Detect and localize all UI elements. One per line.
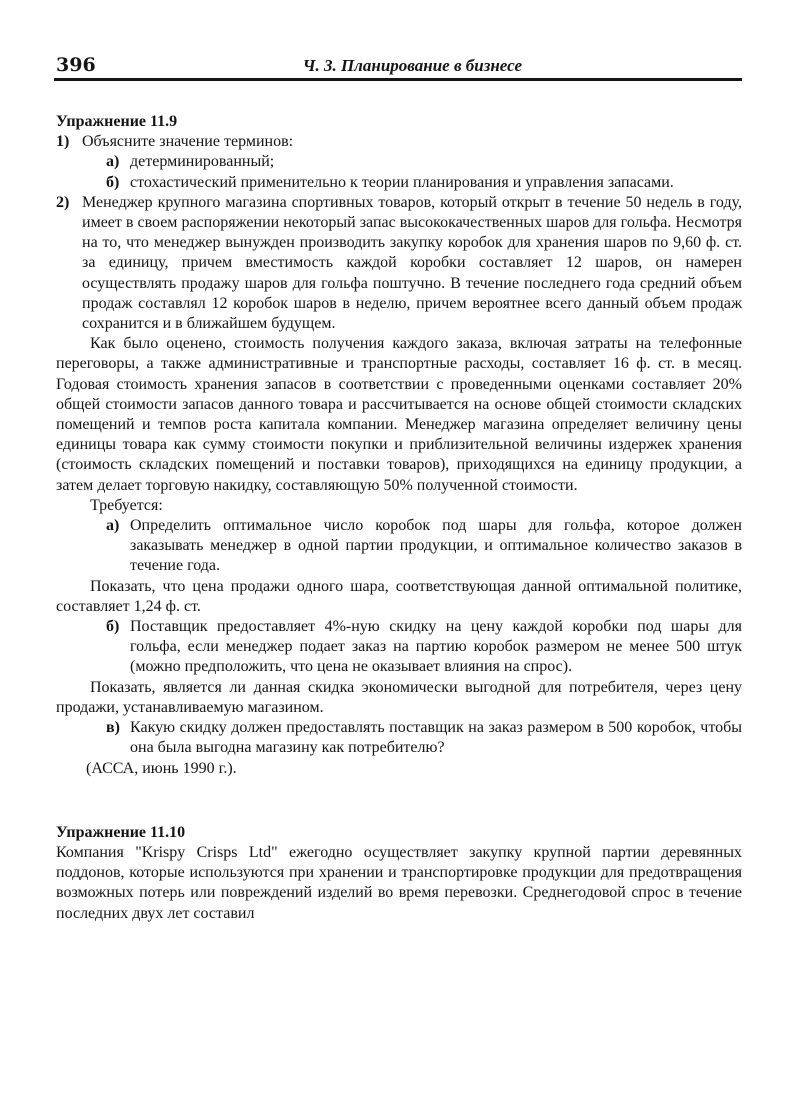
item-1a-text: детерминированный; [130, 153, 275, 171]
exercise-11-10-text: Компания "Krispy Crisps Ltd" ежегодно осуществляет закупку крупной партии деревянных поддонов, которые используются при хранении и транспортировке продукции для предотвращения возможных потерь или повреждений изделий во время перевозки. Среднегодовой спрос в течение последних двух лет составил [56, 843, 742, 922]
running-head: Ч. 3. Планирование в бизнесе [302, 56, 522, 75]
question-b-label: б) [106, 618, 120, 636]
item-1 [56, 132, 742, 152]
item-1b-text: стохастический применительно к теории планирования и управления запасами. [130, 173, 674, 191]
question-a-label: а) [106, 517, 120, 535]
question-c [56, 718, 742, 758]
page-header [54, 52, 742, 81]
item-2 [56, 193, 742, 334]
question-c-text: Какую скидку должен предоставлять поставщик на заказ размером в 500 коробок, чтобы она была выгодна магазину как потребителю? [130, 719, 742, 757]
question-b-text: Поставщик предоставляет 4%-ную скидку на цену каждой коробки под шары для гольфа, если менеджер подает заказ на партию коробок размером не менее 500 штук (можно предположить, что цена не оказывает влияния на спрос). [130, 618, 742, 676]
question-a [56, 516, 742, 577]
item-1b [56, 173, 742, 193]
item-2-label: 2) [56, 193, 70, 211]
item-1-text: Объясните значение терминов: [82, 133, 294, 151]
section-gap [56, 779, 742, 823]
exercise-11-10-heading: Упражнение 11.10 [56, 823, 186, 841]
question-b [56, 617, 742, 678]
question-a-text: Определить оптимальное число коробок под шары для гольфа, которое должен заказывать менеджер в одной партии продукции, и оптимальное количество заказов в течение года. [130, 517, 742, 575]
page-body [56, 112, 742, 924]
exercise-11-9-heading: Упражнение 11.9 [56, 113, 178, 130]
show-discount-paragraph: Показать, является ли данная скидка экономически выгодной для потребителя, через цену продажи, устанавливаемую магазином. [56, 678, 742, 716]
item-1b-label: б) [106, 173, 120, 191]
item-2-text: Менеджер крупного магазина спортивных товаров, который открыт в течение 50 недель в году, имеет в своем распоряжении некоторый запас высококачественных шаров для гольфа. Несмотря на то, что менеджер вынужден производить закупку коробок для хранения шаров по 9,60 ф. ст. за единицу, причем вместимость каждой коробки составляет 12 шаров, он намерен осуществлять продажу шаров для гольфа поштучно. В течение последнего года средний объем продаж составлял 12 коробок шаров в неделю, причем вероятнее всего данный объем продаж сохранится и в ближайшем будущем. [82, 193, 742, 333]
question-c-label: в) [106, 719, 120, 737]
citation: (АССА, июнь 1990 г.). [86, 759, 237, 777]
required-label: Требуется: [90, 496, 163, 514]
item-1a-label: а) [106, 153, 120, 171]
cost-paragraph: Как было оценено, стоимость получения каждого заказа, включая затраты на телефонные переговоры, а также административные и транспортные расходы, составляет 16 ф. ст. в месяц. Годовая стоимость хранения запасов в соответствии с проведенными оценками составляет 20% общей стоимости запасов данного товара и рассчитывается на основе общей стоимости складских помещений и темпов роста капитала компании. Менеджер магазина определяет величину цены единицы товара как сумму стоимости покупки и приблизительной величины издержек хранения (стоимость складских помещений и поставки товаров), приходящихся на единицу продукции, а затем делает торговую накидку, составляющую 50% полученной стоимости. [56, 335, 742, 494]
show-price-paragraph: Показать, что цена продажи одного шара, соответствующая данной оптимальной политике, составляет 1,24 ф. ст. [56, 577, 742, 615]
item-1-label: 1) [56, 133, 70, 151]
page-number: 396 [56, 54, 96, 76]
item-1a [56, 152, 742, 172]
